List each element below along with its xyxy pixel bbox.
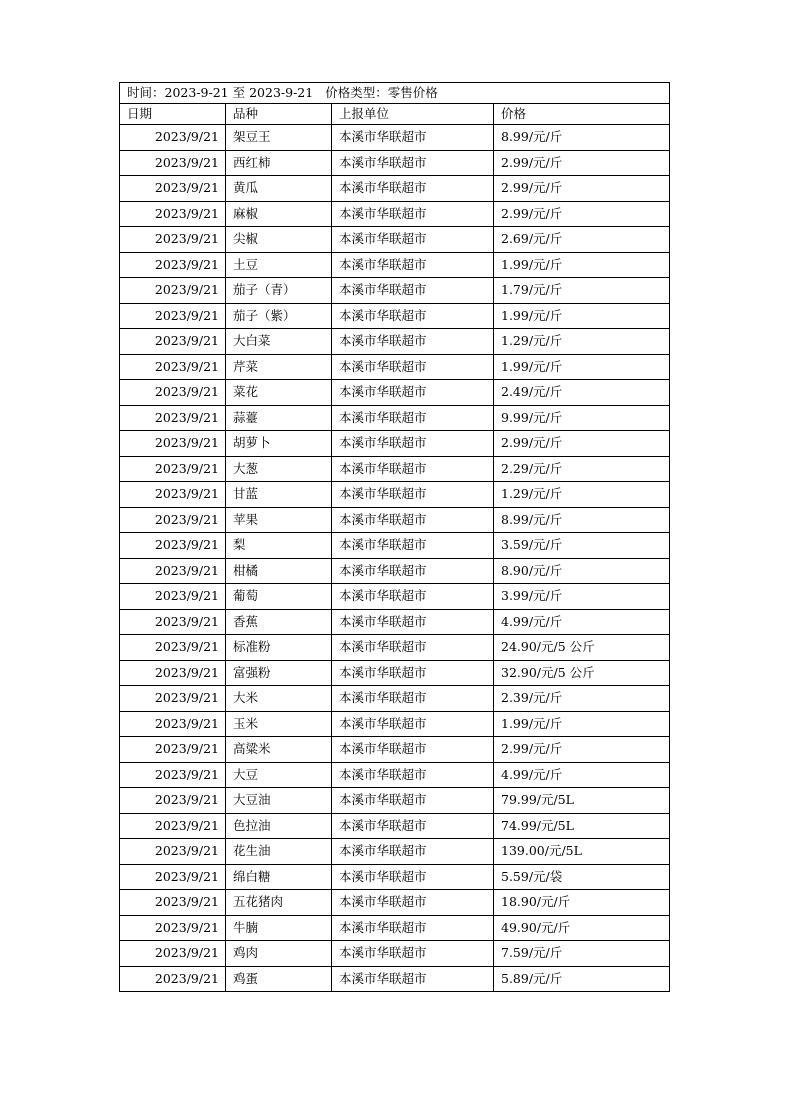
- price-cell: 2.99/元/斤: [494, 431, 670, 457]
- unit-cell: 本溪市华联超市: [332, 788, 494, 814]
- price-cell: 2.69/元/斤: [494, 227, 670, 253]
- price-cell: 8.99/元/斤: [494, 125, 670, 151]
- table-row: [120, 354, 670, 380]
- table-row: [120, 176, 670, 202]
- date-cell: 2023/9/21: [120, 507, 226, 533]
- table-row: [120, 686, 670, 712]
- time-label: 时间：: [127, 85, 165, 100]
- unit-cell: 本溪市华联超市: [332, 533, 494, 559]
- date-cell: 2023/9/21: [120, 941, 226, 967]
- price-cell: 7.59/元/斤: [494, 941, 670, 967]
- item-cell: 蒜薹: [226, 405, 332, 431]
- item-cell: 柑橘: [226, 558, 332, 584]
- item-cell: 西红柿: [226, 150, 332, 176]
- item-cell: 大白菜: [226, 329, 332, 355]
- unit-cell: 本溪市华联超市: [332, 150, 494, 176]
- price-cell: 1.99/元/斤: [494, 252, 670, 278]
- item-cell: 麻椒: [226, 201, 332, 227]
- price-table-body: [120, 83, 670, 992]
- date-cell: 2023/9/21: [120, 405, 226, 431]
- date-cell: 2023/9/21: [120, 533, 226, 559]
- unit-cell: 本溪市华联超市: [332, 405, 494, 431]
- table-row: [120, 456, 670, 482]
- item-cell: 黄瓜: [226, 176, 332, 202]
- table-row: [120, 813, 670, 839]
- price-cell: 79.99/元/5L: [494, 788, 670, 814]
- price-table: [119, 82, 670, 992]
- table-row: [120, 125, 670, 151]
- price-cell: 5.59/元/袋: [494, 864, 670, 890]
- unit-cell: 本溪市华联超市: [332, 813, 494, 839]
- unit-cell: 本溪市华联超市: [332, 456, 494, 482]
- table-row: [120, 227, 670, 253]
- unit-cell: 本溪市华联超市: [332, 176, 494, 202]
- table-row: [120, 584, 670, 610]
- date-cell: 2023/9/21: [120, 737, 226, 763]
- date-cell: 2023/9/21: [120, 660, 226, 686]
- item-cell: 鸡肉: [226, 941, 332, 967]
- header-date: 日期: [120, 104, 226, 125]
- unit-cell: 本溪市华联超市: [332, 431, 494, 457]
- unit-cell: 本溪市华联超市: [332, 966, 494, 992]
- date-cell: 2023/9/21: [120, 762, 226, 788]
- unit-cell: 本溪市华联超市: [332, 762, 494, 788]
- date-cell: 2023/9/21: [120, 431, 226, 457]
- price-cell: 1.29/元/斤: [494, 482, 670, 508]
- unit-cell: 本溪市华联超市: [332, 329, 494, 355]
- table-row: [120, 252, 670, 278]
- item-cell: 五花猪肉: [226, 890, 332, 916]
- price-cell: 2.49/元/斤: [494, 380, 670, 406]
- price-cell: 24.90/元/5 公斤: [494, 635, 670, 661]
- unit-cell: 本溪市华联超市: [332, 635, 494, 661]
- item-cell: 花生油: [226, 839, 332, 865]
- price-cell: 74.99/元/5L: [494, 813, 670, 839]
- unit-cell: 本溪市华联超市: [332, 125, 494, 151]
- price-cell: 32.90/元/5 公斤: [494, 660, 670, 686]
- price-cell: 4.99/元/斤: [494, 762, 670, 788]
- price-cell: 2.29/元/斤: [494, 456, 670, 482]
- price-cell: 18.90/元/斤: [494, 890, 670, 916]
- table-row: [120, 966, 670, 992]
- table-row: [120, 533, 670, 559]
- date-cell: 2023/9/21: [120, 201, 226, 227]
- price-cell: 139.00/元/5L: [494, 839, 670, 865]
- item-cell: 色拉油: [226, 813, 332, 839]
- unit-cell: 本溪市华联超市: [332, 839, 494, 865]
- table-row: [120, 915, 670, 941]
- item-cell: 茄子（青）: [226, 278, 332, 304]
- date-cell: 2023/9/21: [120, 227, 226, 253]
- date-cell: 2023/9/21: [120, 584, 226, 610]
- unit-cell: 本溪市华联超市: [332, 354, 494, 380]
- table-row: [120, 762, 670, 788]
- price-cell: 2.39/元/斤: [494, 686, 670, 712]
- item-cell: 标准粉: [226, 635, 332, 661]
- item-cell: 绵白糖: [226, 864, 332, 890]
- unit-cell: 本溪市华联超市: [332, 660, 494, 686]
- unit-cell: 本溪市华联超市: [332, 201, 494, 227]
- table-row: [120, 890, 670, 916]
- price-cell: 8.99/元/斤: [494, 507, 670, 533]
- price-cell: 9.99/元/斤: [494, 405, 670, 431]
- table-row: [120, 941, 670, 967]
- table-row: [120, 660, 670, 686]
- date-cell: 2023/9/21: [120, 150, 226, 176]
- item-cell: 高粱米: [226, 737, 332, 763]
- date-cell: 2023/9/21: [120, 278, 226, 304]
- table-row: [120, 788, 670, 814]
- table-row: [120, 405, 670, 431]
- price-cell: 1.99/元/斤: [494, 303, 670, 329]
- item-cell: 富强粉: [226, 660, 332, 686]
- price-cell: 1.99/元/斤: [494, 354, 670, 380]
- date-cell: 2023/9/21: [120, 482, 226, 508]
- date-cell: 2023/9/21: [120, 456, 226, 482]
- table-row: [120, 482, 670, 508]
- item-cell: 牛腩: [226, 915, 332, 941]
- unit-cell: 本溪市华联超市: [332, 915, 494, 941]
- header-row: [120, 104, 670, 125]
- price-cell: 2.99/元/斤: [494, 150, 670, 176]
- date-cell: 2023/9/21: [120, 839, 226, 865]
- price-cell: 3.99/元/斤: [494, 584, 670, 610]
- price-cell: 4.99/元/斤: [494, 609, 670, 635]
- date-cell: 2023/9/21: [120, 329, 226, 355]
- unit-cell: 本溪市华联超市: [332, 558, 494, 584]
- table-row: [120, 150, 670, 176]
- price-cell: 49.90/元/斤: [494, 915, 670, 941]
- unit-cell: 本溪市华联超市: [332, 864, 494, 890]
- unit-cell: 本溪市华联超市: [332, 584, 494, 610]
- table-row: [120, 303, 670, 329]
- unit-cell: 本溪市华联超市: [332, 303, 494, 329]
- table-row: [120, 737, 670, 763]
- table-row: [120, 201, 670, 227]
- date-cell: 2023/9/21: [120, 686, 226, 712]
- price-cell: 1.79/元/斤: [494, 278, 670, 304]
- item-cell: 茄子（紫）: [226, 303, 332, 329]
- date-cell: 2023/9/21: [120, 176, 226, 202]
- item-cell: 尖椒: [226, 227, 332, 253]
- info-cell: [120, 83, 670, 104]
- unit-cell: 本溪市华联超市: [332, 278, 494, 304]
- item-cell: 甘蓝: [226, 482, 332, 508]
- item-cell: 大豆: [226, 762, 332, 788]
- unit-cell: 本溪市华联超市: [332, 686, 494, 712]
- item-cell: 大豆油: [226, 788, 332, 814]
- unit-cell: 本溪市华联超市: [332, 380, 494, 406]
- date-cell: 2023/9/21: [120, 380, 226, 406]
- item-cell: 玉米: [226, 711, 332, 737]
- date-cell: 2023/9/21: [120, 864, 226, 890]
- price-cell: 2.99/元/斤: [494, 176, 670, 202]
- item-cell: 胡萝卜: [226, 431, 332, 457]
- date-cell: 2023/9/21: [120, 890, 226, 916]
- unit-cell: 本溪市华联超市: [332, 507, 494, 533]
- table-row: [120, 864, 670, 890]
- table-row: [120, 380, 670, 406]
- date-cell: 2023/9/21: [120, 711, 226, 737]
- price-cell: 1.99/元/斤: [494, 711, 670, 737]
- unit-cell: 本溪市华联超市: [332, 482, 494, 508]
- unit-cell: 本溪市华联超市: [332, 737, 494, 763]
- date-cell: 2023/9/21: [120, 354, 226, 380]
- item-cell: 苹果: [226, 507, 332, 533]
- unit-cell: 本溪市华联超市: [332, 252, 494, 278]
- item-cell: 香蕉: [226, 609, 332, 635]
- item-cell: 大米: [226, 686, 332, 712]
- item-cell: 葡萄: [226, 584, 332, 610]
- item-cell: 大葱: [226, 456, 332, 482]
- price-cell: 3.59/元/斤: [494, 533, 670, 559]
- table-row: [120, 711, 670, 737]
- unit-cell: 本溪市华联超市: [332, 711, 494, 737]
- unit-cell: 本溪市华联超市: [332, 227, 494, 253]
- price-cell: 2.99/元/斤: [494, 737, 670, 763]
- table-row: [120, 558, 670, 584]
- date-cell: 2023/9/21: [120, 788, 226, 814]
- date-cell: 2023/9/21: [120, 966, 226, 992]
- unit-cell: 本溪市华联超市: [332, 609, 494, 635]
- header-price: 价格: [494, 104, 670, 125]
- header-unit: 上报单位: [332, 104, 494, 125]
- item-cell: 芹菜: [226, 354, 332, 380]
- date-cell: 2023/9/21: [120, 303, 226, 329]
- unit-cell: 本溪市华联超市: [332, 941, 494, 967]
- unit-cell: 本溪市华联超市: [332, 890, 494, 916]
- table-row: [120, 635, 670, 661]
- header-item: 品种: [226, 104, 332, 125]
- table-row: [120, 609, 670, 635]
- price-type-label: 价格类型：: [325, 85, 388, 100]
- date-cell: 2023/9/21: [120, 125, 226, 151]
- table-row: [120, 278, 670, 304]
- item-cell: 鸡蛋: [226, 966, 332, 992]
- table-row: [120, 507, 670, 533]
- price-cell: 8.90/元/斤: [494, 558, 670, 584]
- price-cell: 5.89/元/斤: [494, 966, 670, 992]
- date-cell: 2023/9/21: [120, 252, 226, 278]
- item-cell: 梨: [226, 533, 332, 559]
- date-cell: 2023/9/21: [120, 609, 226, 635]
- item-cell: 土豆: [226, 252, 332, 278]
- date-cell: 2023/9/21: [120, 813, 226, 839]
- table-row: [120, 839, 670, 865]
- table-row: [120, 431, 670, 457]
- item-cell: 菜花: [226, 380, 332, 406]
- date-cell: 2023/9/21: [120, 635, 226, 661]
- price-cell: 2.99/元/斤: [494, 201, 670, 227]
- time-range: 2023-9-21 至 2023-9-21: [164, 85, 314, 100]
- table-row: [120, 329, 670, 355]
- date-cell: 2023/9/21: [120, 558, 226, 584]
- date-cell: 2023/9/21: [120, 915, 226, 941]
- price-type: 零售价格: [387, 85, 438, 100]
- info-row: [120, 83, 670, 104]
- price-cell: 1.29/元/斤: [494, 329, 670, 355]
- item-cell: 架豆王: [226, 125, 332, 151]
